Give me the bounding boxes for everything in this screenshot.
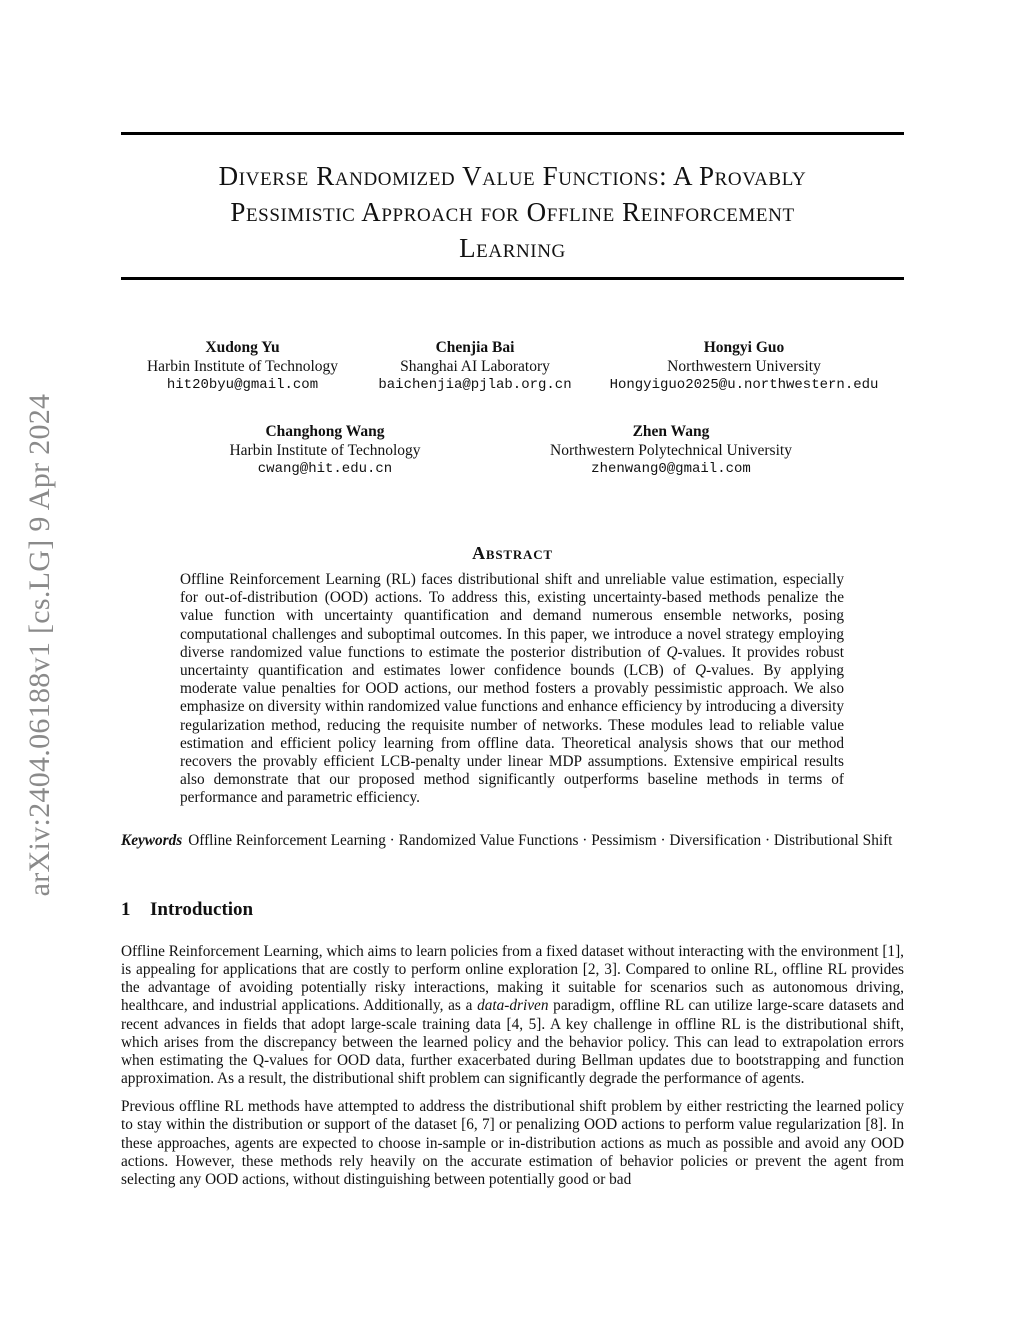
author-name: Hongyi Guo: [703, 339, 785, 356]
title-line-3: Learning: [459, 233, 566, 263]
keywords: [121, 832, 904, 851]
author-block: [526, 423, 816, 479]
abstract-paragraph: Offline Reinforcement Learning (RL) faces distributional shift and unreliable value estimation, especially for out-of-distribution (OOD) actions. To address this, existing uncertainty-based methods penalize the value function with uncertainty quantification and demand numerous ensemble networks, posing computational challenges and suboptimal outcomes. In this paper, we introduce a novel strategy employing diverse randomized value functions to estimate the posterior distribution of Q-values. It provides robust uncertainty quantification and estimates lower confidence bounds (LCB) of Q-values. By applying moderate value penalties for OOD actions, our method fosters a provably pessimistic approach. We also emphasize on diversity within randomized value functions and enhance efficiency by introducing a diversity regularization method, reducing the requisite number of networks. These modules lead to reliable value estimation and efficient policy learning from offline data. Theoretical analysis shows that our method recovers the provably efficient LCB-penalty under linear MDP assumptions. Extensive empirical results also demonstrate that our proposed method significantly outperforms baseline methods in terms of performance and parametric efficiency.: [180, 571, 844, 807]
arxiv-identifier: arXiv:2404.06188v1 [cs.LG] 9 Apr 2024: [23, 393, 56, 897]
title-line-1: Diverse Randomized Value Functions: A Provably: [218, 161, 807, 191]
author-block: [205, 423, 445, 479]
author-name: Xudong Yu: [205, 339, 280, 356]
keywords-text: Offline Reinforcement Learning · Randomized Value Functions · Pessimism · Diversification · Distributional Shift: [188, 832, 893, 849]
author-affiliation: Shanghai AI Laboratory: [400, 357, 550, 375]
abstract-heading: Abstract: [472, 543, 553, 563]
author-block: [594, 339, 894, 395]
author-affiliation: Northwestern Polytechnical University: [550, 441, 792, 459]
title-bottom-rule: [121, 277, 904, 280]
author-email: Hongyiguo2025@u.northwestern.edu: [609, 377, 879, 393]
author-block: [130, 339, 355, 395]
title-line-2: Pessimistic Approach for Offline Reinforcement: [230, 197, 795, 227]
paper-title: [121, 158, 904, 266]
section-title: Introduction: [150, 899, 254, 920]
author-name: Changhong Wang: [265, 423, 385, 440]
abstract-body: [180, 571, 844, 808]
section-heading: [121, 899, 253, 921]
title-top-rule: [121, 132, 904, 135]
author-email: zhenwang0@gmail.com: [591, 461, 751, 477]
introduction-body: [121, 943, 904, 1199]
keywords-label: Keywords: [121, 832, 183, 849]
author-name: Zhen Wang: [632, 423, 710, 440]
intro-paragraph-2: Previous offline RL methods have attempted to address the distributional shift problem by either restricting the learned policy to stay within the distribution or support of the dataset [6, 7] or penalizing OOD actions to perform value regularization [8]. In these approaches, agents are expected to choose in-sample or in-distribution actions as much as possible and avoid any OOD actions. However, these methods rely heavily on the accurate estimation of behavior policies or prevent the agent from selecting any OOD actions, without distinguishing between potentially good or bad: [121, 1098, 904, 1188]
author-name: Chenjia Bai: [435, 339, 515, 356]
author-affiliation: Harbin Institute of Technology: [146, 357, 339, 375]
author-affiliation: Northwestern University: [667, 357, 821, 375]
author-email: hit20byu@gmail.com: [166, 377, 319, 393]
intro-paragraph-1: Offline Reinforcement Learning, which aims to learn policies from a fixed dataset without interacting with the environment [1], is appealing for applications that are costly to perform online exploration [2, 3]. Compared to online RL, offline RL provides the advantage of avoiding potentially risky interactions, making it suitable for scenarios such as autonomous driving, healthcare, and industrial applications. Additionally, as a data-driven paradigm, offline RL can utilize large-scare datasets and recent advances in fields that adopt large-scale training data [4, 5]. A key challenge in offline RL is the distributional shift, which arises from the discrepancy between the learned policy and the behavior policy. This can lead to extrapolation errors when estimating the Q-values for OOD data, further exacerbated during Bellman updates due to bootstrapping and function approximation. As a result, the distributional shift problem can significantly degrade the performance of agents.: [121, 943, 904, 1088]
section-number: 1: [121, 899, 131, 920]
author-block: [365, 339, 585, 395]
author-email: cwang@hit.edu.cn: [257, 461, 393, 477]
author-email: baichenjia@pjlab.org.cn: [378, 377, 572, 393]
author-affiliation: Harbin Institute of Technology: [229, 441, 421, 459]
